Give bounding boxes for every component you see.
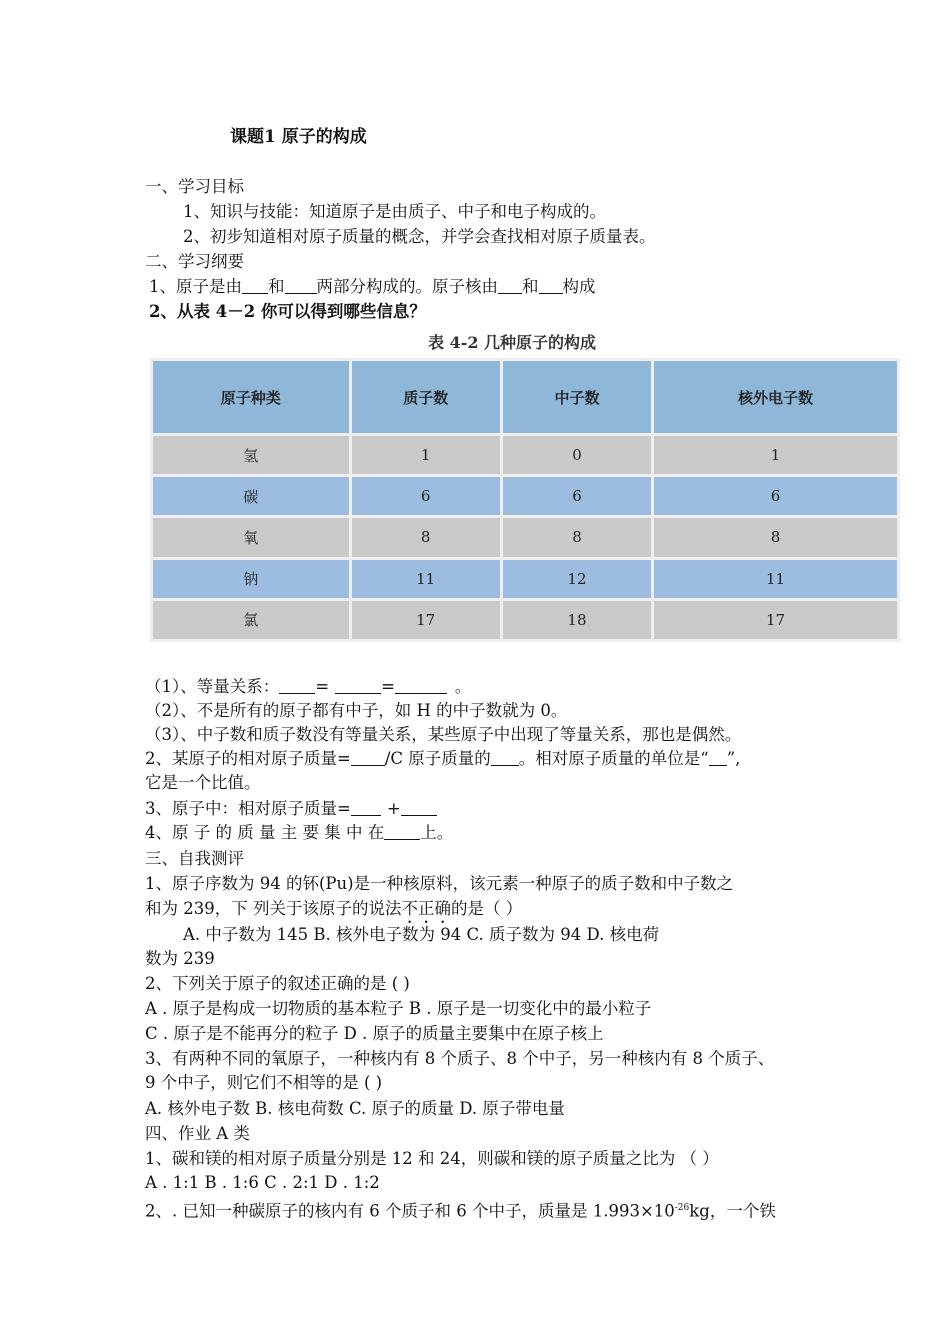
text: + [386,799,401,818]
quiz-question-2-options-cd: C . 原子是不能再分的粒子 D . 原子的质量主要集中在原子核上 [145,1024,604,1043]
table-header-row [153,361,897,433]
text: 的是（ ） [450,899,523,918]
table-caption: 表 4-2 几种原子的构成 [428,333,597,352]
fill-blank[interactable] [498,277,522,294]
quiz-question-1-cont [145,898,522,927]
column-header: 核外电子数 [654,361,897,433]
fill-blank[interactable] [395,677,447,694]
text: 和为 239，下 列关于该原子的说法 [145,899,402,918]
table-row [153,518,897,556]
text: 上。 [420,823,454,842]
fill-blank[interactable] [351,749,385,766]
fill-blank[interactable] [285,277,317,294]
fill-blank[interactable] [709,749,727,766]
page-title: 课题1 原子的构成 [230,127,367,147]
text: 和 [268,277,285,296]
text: 。 [454,677,472,696]
fill-blank[interactable] [384,823,420,840]
table-cell: 碳 [153,477,349,515]
table-cell: 8 [503,518,651,556]
text: = [381,677,395,696]
table-cell: 氯 [153,601,349,639]
fill-blank[interactable] [491,749,519,766]
quiz-question-1-options-cont: 数为 239 [145,949,215,968]
text: 两部分构成的。原子核由 [316,277,498,296]
text: 2、. 已知一种碳原子的核内有 6 个质子和 6 个中子，质量是 1.993×10 [145,1201,675,1221]
section-4-heading: 四、作业 A 类 [145,1124,250,1143]
atom-composition-table-image [150,358,900,642]
table-cell: 8 [654,518,897,556]
text: 3、原子中：相对原子质量= [145,799,351,818]
table-cell: 0 [503,436,651,474]
text: /C 原子质量的 [384,749,491,768]
text: kg，一个铁 [689,1201,776,1221]
mass-concentration-question [145,822,453,844]
homework-question-1: 1、碳和镁的相对原子质量分别是 12 和 24，则碳和镁的原子质量之比为 （ ） [145,1149,719,1168]
table-row [153,477,897,515]
fill-blank[interactable] [242,277,268,294]
text: 。相对原子质量的单位是“ [518,749,709,768]
column-header: 质子数 [352,361,500,433]
table-cell: 6 [654,477,897,515]
emphasized-text: 不正确 [401,899,451,918]
text: 2、某原子的相对原子质量= [145,749,351,768]
fill-blank[interactable] [335,677,381,694]
table-cell: 11 [654,560,897,598]
atom-composition-table [150,358,900,642]
quiz-question-3-options: A. 核外电子数 B. 核电荷数 C. 原子的质量 D. 原子带电量 [145,1099,565,1118]
column-header: 原子种类 [153,361,349,433]
exponent: -26 [674,1203,690,1213]
table-cell: 17 [654,601,897,639]
fill-blank[interactable] [279,677,315,694]
homework-question-2 [145,1197,776,1223]
text: ”, [726,749,741,768]
text: 4、原 子 的 质 量 主 要 集 中 在 [145,823,385,842]
homework-question-1-options: A . 1:1 B . 1:6 C . 2:1 D . 1:2 [145,1173,380,1192]
section-3-heading: 三、自我测评 [145,849,244,868]
table-cell: 11 [352,560,500,598]
note-2: （2）、不是所有的原子都有中子，如 H 的中子数就为 0。 [145,701,568,720]
section-2-heading: 二、学习纲要 [145,252,244,271]
quiz-question-2: 2、下列关于原子的叙述正确的是 ( ) [145,974,410,993]
table-cell: 8 [352,518,500,556]
quiz-question-1: 1、原子序数为 94 的钚(Pu)是一种核原料，该元素一种原子的质子数和中子数之 [145,874,734,893]
fill-blank[interactable] [351,799,381,816]
text: 1、原子是由 [149,277,242,296]
table-row [153,560,897,598]
table-cell: 钠 [153,560,349,598]
note-1 [145,676,471,698]
text: 构成 [562,277,596,296]
quiz-question-3-cont: 9 个中子，则它们不相等的是 ( ) [145,1073,383,1092]
text: （1）、等量关系： [145,677,280,696]
quiz-question-1-options: A. 中子数为 145 B. 核外电子数为 94 C. 质子数为 94 D. 核电荷 [183,925,660,944]
quiz-question-3: 3、有两种不同的氧原子，一种核内有 8 个质子、8 个中子，另一种核内有 8 个质子、 [145,1049,775,1068]
fill-blank[interactable] [401,799,437,816]
table-cell: 氢 [153,436,349,474]
learning-goal-1: 1、知识与技能：知道原子是由质子、中子和电子构成的。 [183,202,606,221]
outline-question-2: 2、从表 4－2 你可以得到哪些信息？ [149,302,426,321]
relative-mass-definition [145,748,740,770]
relative-mass-note: 它是一个比值。 [145,773,261,792]
section-1-heading: 一、学习目标 [145,177,244,196]
quiz-question-2-options-ab: A . 原子是构成一切物质的基本粒子 B . 原子是一切变化中的最小粒子 [145,999,652,1018]
table-row [153,601,897,639]
note-3: （3）、中子数和质子数没有等量关系，某些原子中出现了等量关系，那也是偶然。 [145,725,742,744]
text: = [315,677,330,696]
table-cell: 17 [352,601,500,639]
outline-question-1 [149,276,596,298]
column-header: 中子数 [503,361,651,433]
table-cell: 1 [352,436,500,474]
relative-mass-formula [145,798,437,820]
text: 和 [522,277,539,296]
table-cell: 18 [503,601,651,639]
learning-goal-2: 2、初步知道相对原子质量的概念，并学会查找相对原子质量表。 [183,227,656,246]
table-cell: 6 [352,477,500,515]
fill-blank[interactable] [539,277,563,294]
table-cell: 12 [503,560,651,598]
table-cell: 1 [654,436,897,474]
table-cell: 氧 [153,518,349,556]
table-cell: 6 [503,477,651,515]
table-row [153,436,897,474]
